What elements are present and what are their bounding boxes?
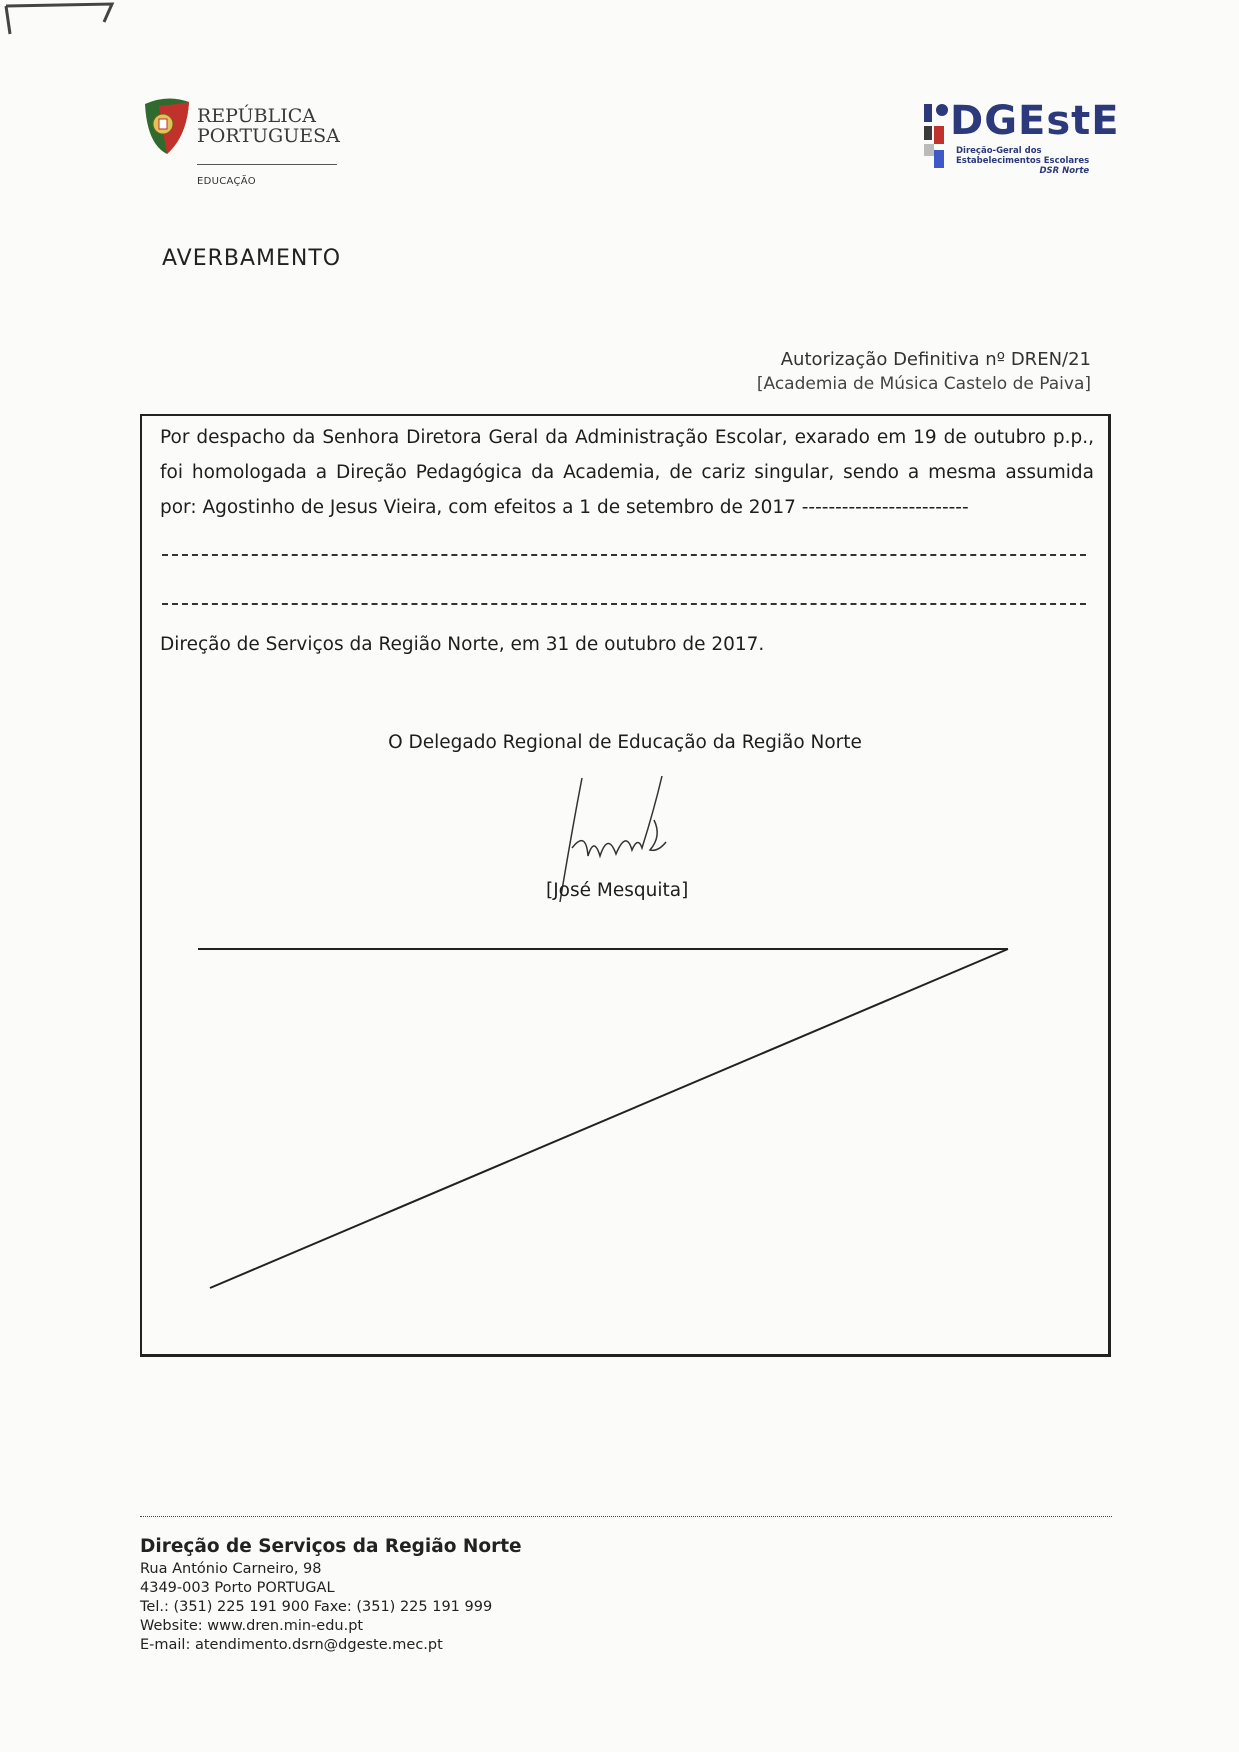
footer-website: Website: www.dren.min-edu.pt xyxy=(140,1618,364,1634)
department-label: EDUCAÇÃO xyxy=(197,176,256,187)
republica-text: REPÚBLICA PORTUGUESA xyxy=(197,105,340,147)
footer-contacts xyxy=(140,1534,522,1655)
logo-divider xyxy=(197,164,337,165)
coat-of-arms-icon xyxy=(137,96,193,160)
document-title: AVERBAMENTO xyxy=(162,246,342,271)
footer-address-city: 4349-003 Porto PORTUGAL xyxy=(140,1580,335,1596)
footer-org: Direção de Serviços da Região Norte xyxy=(140,1536,522,1557)
republica-portuguesa-logo xyxy=(137,96,347,196)
footer-address-street: Rua António Carneiro, 98 xyxy=(140,1561,322,1577)
dgeste-subtitle: Direção-Geral dos Estabelecimentos Escolares DSR Norte xyxy=(956,146,1090,176)
footer-phone: Tel.: (351) 225 191 900 Faxe: (351) 225 191 999 xyxy=(140,1599,493,1615)
footer-divider xyxy=(140,1516,1112,1517)
averbamento-frame xyxy=(140,414,1111,1357)
signatory-name: [José Mesquita] xyxy=(546,880,689,901)
dgeste-mark-icon xyxy=(922,100,952,186)
signatory-role: O Delegado Regional de Educação da Região Norte xyxy=(388,732,862,753)
authorization-reference: [Academia de Música Castelo de Paiva] xyxy=(756,374,1091,394)
authorization-number: Autorização Definitiva nº DREN/21 xyxy=(780,349,1091,370)
place-date: Direção de Serviços da Região Norte, em 31 de outubro de 2017. xyxy=(160,634,765,655)
closing-diagonal-line xyxy=(142,416,1109,1354)
dgeste-title: DGEstE xyxy=(950,98,1120,144)
authorization-block xyxy=(757,348,1091,396)
averbamento-text: Por despacho da Senhora Diretora Geral da Administração Escolar, exarado em 19 de outubro p.p., foi homologada a Direção Pedagógica da Academia, de cariz singular, sendo a mesma assumida por: Agostinho de Jesus Vieira, com efeitos a 1 de setembro de 2017 ------------------------- xyxy=(160,427,1094,518)
scan-corner-mark xyxy=(0,0,120,60)
dgeste-logo xyxy=(922,100,1132,190)
footer-email: E-mail: atendimento.dsrn@dgeste.mec.pt xyxy=(140,1637,443,1653)
